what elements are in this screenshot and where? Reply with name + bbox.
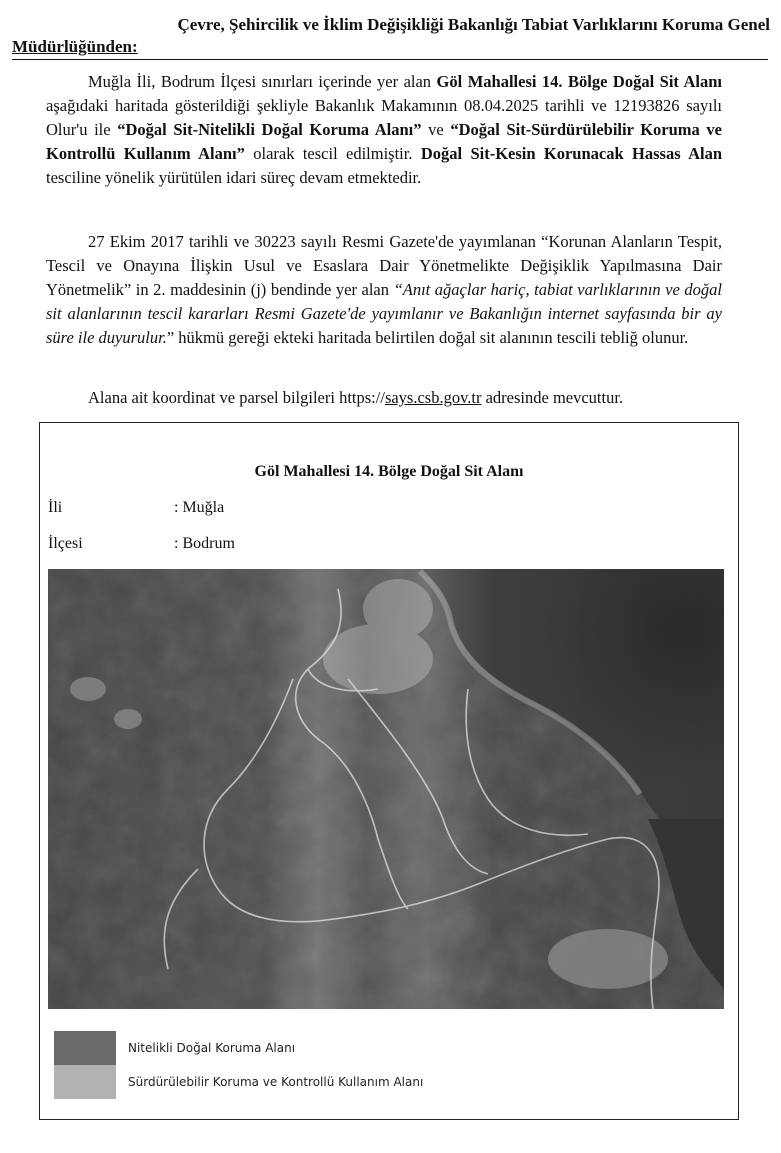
p1-text-5: tesciline yönelik yürütülen idari süreç devam etmektedir. bbox=[46, 168, 422, 187]
p1-text-2: aşağıdaki haritada gösterildiği şekliyle Bakanlık Makamının 08.04.2025 tarihli ve 12193826 sayılı Olur'u ile bbox=[46, 96, 722, 139]
p3-text-1: Alana ait koordinat ve parsel bilgileri https:// bbox=[88, 388, 385, 407]
p2-text-2: ” hükmü gereği ekteki haritada belirtilen doğal sit alanının tescili tebliğ olunur. bbox=[166, 328, 689, 347]
header-line-2: Müdürlüğünden: bbox=[12, 37, 138, 56]
says-link[interactable]: says.csb.gov.tr bbox=[384, 388, 482, 407]
legend-swatch-light bbox=[54, 1065, 116, 1099]
legend-label-nitelikli: Nitelikli Doğal Koruma Alanı bbox=[128, 1041, 296, 1055]
p2-quote: “Anıt ağaçlar hariç, tabiat varlıklarının ve doğal sit alanlarının tescil kararları Resmi Gazete'de yayımlanır ve Bakanlığın internet sayfasında bir ay süre ile duyurulur. bbox=[46, 280, 722, 347]
p1-text-3: ve bbox=[421, 120, 451, 139]
map-annex-box bbox=[39, 422, 739, 1120]
legend-swatch-dark bbox=[54, 1031, 116, 1065]
p1-site-name: Göl Mahallesi 14. Bölge Doğal Sit Alanı bbox=[436, 72, 722, 91]
p1-area-type-3: Doğal Sit-Kesin Korunacak Hassas Alan bbox=[420, 144, 722, 163]
paragraph-registration bbox=[46, 70, 722, 190]
satellite-map-image bbox=[48, 569, 724, 1009]
p2-text-1: 27 Ekim 2017 tarihli ve 30223 sayılı Resmi Gazete'de yayımlanan “Korunan Alanların Tespit, Tescil ve Onayına İlişkin Usul ve Esaslara Dair Yönetmelikte Değişiklik Yapılmasına Dair Yönetmelik” in 2. maddesinin (j) bendinde yer alan bbox=[46, 232, 722, 299]
map-title: Göl Mahallesi 14. Bölge Doğal Sit Alanı bbox=[254, 463, 524, 480]
satellite-map bbox=[48, 569, 724, 1009]
p1-text-4: olarak tescil edilmiştir. bbox=[244, 144, 421, 163]
paragraph-coordinates bbox=[46, 386, 722, 410]
header-line-1: Çevre, Şehircilik ve İklim Değişikliği Bakanlığı Tabiat Varlıklarını Koruma Genel bbox=[177, 15, 770, 34]
p1-text-1: Muğla İli, Bodrum İlçesi sınırları içerinde yer alan bbox=[88, 72, 437, 91]
info-row-il bbox=[48, 499, 224, 517]
document-header bbox=[12, 14, 770, 58]
p3-text-2: adresinde mevcuttur. bbox=[481, 388, 624, 407]
il-value: : Muğla bbox=[174, 499, 225, 516]
header-rule bbox=[12, 59, 768, 60]
legend-label-surdurulebilir: Sürdürülebilir Koruma ve Kontrollü Kullanım Alanı bbox=[128, 1075, 424, 1089]
paragraph-regulation bbox=[46, 230, 722, 350]
il-label: İli bbox=[48, 499, 63, 516]
ilce-label: İlçesi bbox=[48, 535, 83, 552]
info-row-ilce bbox=[48, 535, 235, 553]
p1-area-type-1: “Doğal Sit-Nitelikli Doğal Koruma Alanı” bbox=[117, 120, 422, 139]
p1-area-type-2: “Doğal Sit-Sürdürülebilir Koruma ve Kontrollü Kullanım Alanı” bbox=[46, 120, 723, 163]
ilce-value: : Bodrum bbox=[174, 535, 235, 552]
